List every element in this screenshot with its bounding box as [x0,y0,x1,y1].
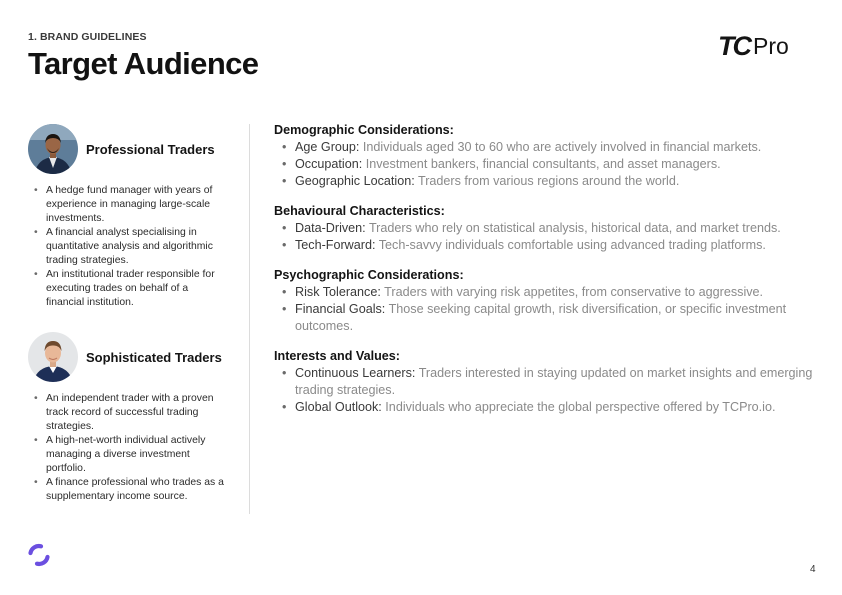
demographic-section [274,122,819,190]
considerations-column [274,122,819,429]
page-number: 4 [810,564,816,575]
list-item [274,399,819,416]
section-heading: Demographic Considerations: [274,123,454,137]
persona-bullets [28,392,224,504]
avatar-professional [28,124,78,174]
persona-bullets [28,184,224,310]
item-text: Traders from various regions around the world. [414,174,680,188]
section-list [274,139,819,190]
item-term: Global Outlook: [295,400,382,414]
item-term: Tech-Forward: [295,238,376,252]
persona-title: Professional Traders [86,141,215,157]
section-list [274,220,819,254]
section-list [274,365,819,416]
section-list [274,284,819,335]
item-text: Traders interested in staying updated on market insights and emerging trading strategies. [295,366,813,397]
list-item [274,156,819,173]
item-text: Traders with varying risk appetites, from conservative to aggressive. [380,285,764,299]
list-item [274,220,819,237]
list-item [274,237,819,254]
list-item: • A finance professional who trades as a supplementary income source. [28,476,224,504]
section-label: 1. BRAND GUIDELINES [28,31,147,43]
persona-title: Sophisticated Traders [86,349,222,365]
logo-mark: TC [718,30,750,61]
list-item [274,173,819,190]
psychographic-section [274,267,819,335]
persona-sophisticated [28,332,224,382]
avatar-sophisticated [28,332,78,382]
item-term: Continuous Learners: [295,366,416,380]
tcpro-logo [718,32,789,60]
item-term: Data-Driven: [295,221,366,235]
page-title: Target Audience [28,46,259,81]
list-item: • A financial analyst specialising in quantitative analysis and algorithmic trading strategies. [28,226,224,268]
list-item [274,139,819,156]
persona-professional [28,124,224,174]
list-item: • A hedge fund manager with years of experience in managing large-scale investments. [28,184,224,226]
item-text: Those seeking capital growth, risk diversification, or specific investment outcomes. [295,302,787,333]
item-term: Risk Tolerance: [295,285,381,299]
section-heading: Interests and Values: [274,349,400,363]
item-text: Traders who rely on statistical analysis, historical data, and market trends. [365,221,781,235]
item-term: Age Group: [295,140,360,154]
item-text: Tech-savvy individuals comfortable using advanced trading platforms. [375,238,766,252]
item-text: Individuals who appreciate the global perspective offered by TCPro.io. [381,400,776,414]
column-divider [249,124,250,514]
list-item [274,284,819,301]
brand-ring-icon [26,542,52,568]
list-item: • An independent trader with a proven track record of successful trading strategies. [28,392,224,434]
logo-text: Pro [753,32,789,59]
item-text: Individuals aged 30 to 60 who are actively involved in financial markets. [359,140,762,154]
section-heading: Psychographic Considerations: [274,268,464,282]
list-item [274,365,819,399]
behavioural-section [274,203,819,254]
item-term: Occupation: [295,157,363,171]
item-term: Geographic Location: [295,174,415,188]
interests-section [274,348,819,416]
personas-column [28,124,224,504]
section-heading: Behavioural Characteristics: [274,204,445,218]
list-item: • An institutional trader responsible for executing trades on behalf of a financial institution. [28,268,224,310]
item-term: Financial Goals: [295,302,386,316]
item-text: Investment bankers, financial consultants, and asset managers. [362,157,721,171]
list-item: • A high-net-worth individual actively managing a diverse investment portfolio. [28,434,224,476]
list-item [274,301,819,335]
